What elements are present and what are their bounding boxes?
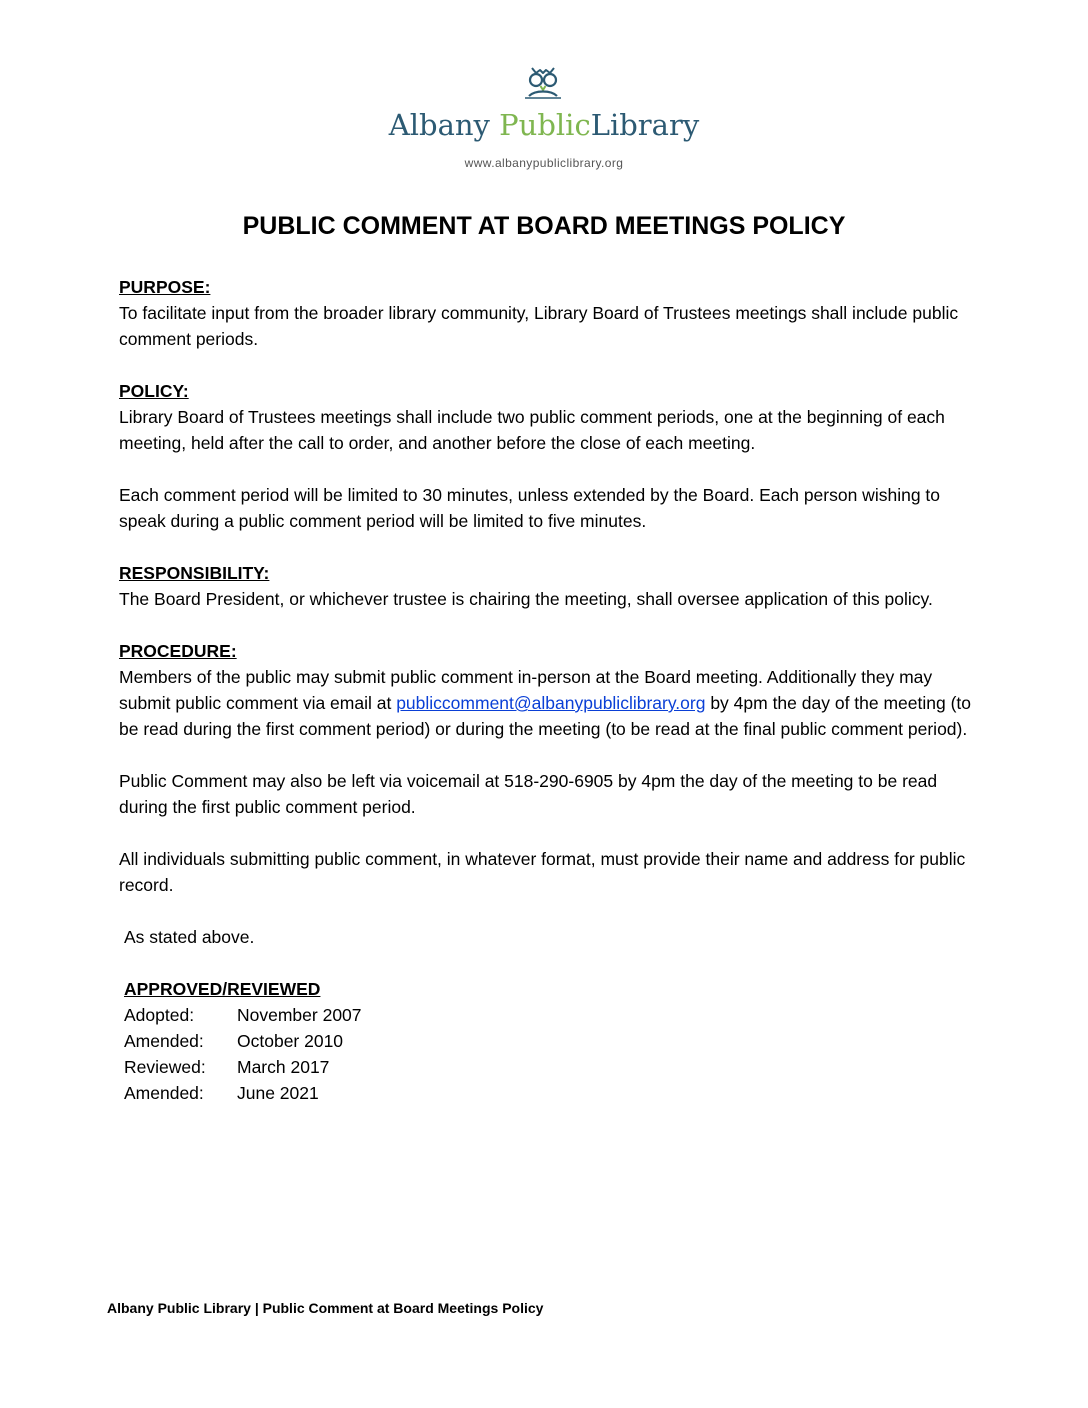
procedure-paragraph-2: Public Comment may also be left via voicemail at 518-290-6905 by 4pm the day of the meeting to be read during the first public comment period. xyxy=(119,771,938,817)
approvals-row xyxy=(124,1080,362,1106)
purpose-heading: PURPOSE: xyxy=(119,277,211,297)
approval-date: March 2017 xyxy=(237,1057,330,1077)
page-footer: Albany Public Library | Public Comment at Board Meetings Policy xyxy=(107,1300,544,1316)
purpose-text: To facilitate input from the broader library community, Library Board of Trustees meetings shall include public comment periods. xyxy=(119,303,959,349)
policy-paragraph-2: Each comment period will be limited to 30 minutes, unless extended by the Board. Each person wishing to speak during a public comment period will be limited to five minutes. xyxy=(119,485,941,531)
approvals-row xyxy=(124,1002,362,1028)
logo-word-albany: Albany xyxy=(388,108,490,142)
approvals-row xyxy=(124,1054,362,1080)
responsibility-heading: RESPONSIBILITY: xyxy=(119,563,270,583)
email-link[interactable]: publiccomment@albanypubliclibrary.org xyxy=(396,693,706,713)
approvals-row xyxy=(124,1028,362,1054)
logo-word-library: Library xyxy=(590,108,700,142)
approval-date: October 2010 xyxy=(237,1031,344,1051)
approval-label: Amended: xyxy=(124,1083,204,1103)
procedure-paragraph-1 xyxy=(119,664,979,742)
owl-icon xyxy=(521,60,565,104)
approvals-heading: APPROVED/REVIEWED xyxy=(124,979,321,999)
procedure-paragraph-4: As stated above. xyxy=(124,927,255,947)
procedure-paragraph-3: All individuals submitting public comment, in whatever format, must provide their name and address for public record. xyxy=(119,849,966,895)
website-url: www.albanypubliclibrary.org xyxy=(464,156,624,170)
procedure-heading: PROCEDURE: xyxy=(119,641,237,661)
procedure-text-before-email: Members of the public may submit public comment in-person at the Board meeting. Additionally they may submit public comment via email at xyxy=(119,667,933,713)
approvals-table xyxy=(124,1002,362,1106)
policy-heading: POLICY: xyxy=(119,381,189,401)
approval-label: Amended: xyxy=(124,1031,204,1051)
approval-date: November 2007 xyxy=(237,1005,362,1025)
document-body xyxy=(119,274,979,1106)
policy-paragraph-1: Library Board of Trustees meetings shall include two public comment periods, one at the beginning of each meeting, held after the call to order, and another before the close of each meeting. xyxy=(119,407,945,453)
library-logo-wordmark xyxy=(0,108,1088,142)
page-title: PUBLIC COMMENT AT BOARD MEETINGS POLICY xyxy=(242,212,846,240)
procedure-text-after-email: by 4pm the day of the meeting (to be read during the first comment period) or during the meeting (to be read at the final public comment period). xyxy=(119,693,972,739)
approval-label: Reviewed: xyxy=(124,1057,206,1077)
approval-label: Adopted: xyxy=(124,1005,195,1025)
responsibility-text: The Board President, or whichever trustee is chairing the meeting, shall oversee application of this policy. xyxy=(119,589,933,609)
logo-word-public: Public xyxy=(499,108,591,142)
approval-date: June 2021 xyxy=(237,1083,319,1103)
